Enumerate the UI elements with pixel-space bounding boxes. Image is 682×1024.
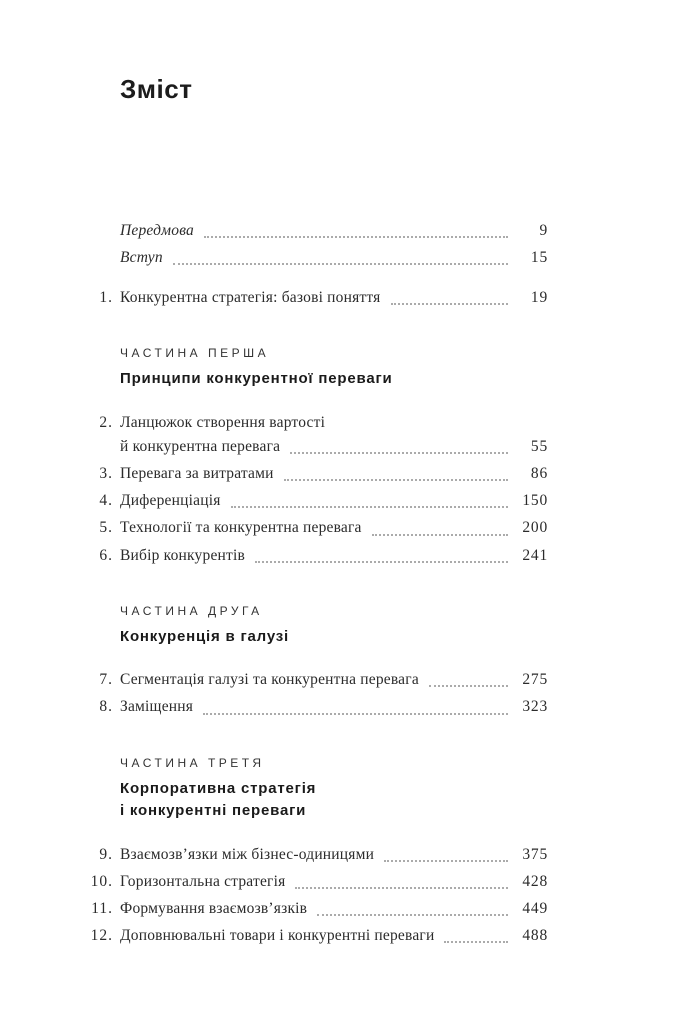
toc-entry-line: [86, 221, 548, 241]
dot-leader: [204, 225, 508, 238]
part-heading: [86, 604, 548, 649]
page-number: 55: [530, 438, 548, 456]
page-number: 428: [522, 872, 548, 890]
dot-leader: [391, 292, 508, 305]
page-number: 449: [522, 899, 548, 917]
entry-title: Взаємозв’язки між бізнес-одиницями: [120, 845, 375, 863]
dot-leader: [444, 930, 508, 943]
page-number: 323: [522, 698, 548, 716]
entry-title: й конкурентна перевага: [120, 438, 281, 456]
dot-leader: [317, 903, 508, 916]
toc-chapter-entry: [86, 464, 548, 484]
toc-entry-line: [86, 546, 548, 566]
toc-entry-line: [86, 437, 548, 457]
dot-leader: [429, 674, 508, 687]
toc-chapter-entry: [86, 546, 548, 566]
chapter-number: 8.: [99, 698, 113, 716]
chapter-number: 7.: [99, 671, 113, 689]
toc-entry-line: [86, 413, 548, 433]
dot-leader: [284, 468, 508, 481]
toc-chapter-entry: [86, 670, 548, 690]
page-number: 200: [522, 519, 548, 537]
entry-title: Вибір конкурентів: [120, 546, 246, 564]
toc-chapter-entry: [86, 926, 548, 946]
dot-leader: [203, 701, 508, 714]
entry-title: Сегментація галузі та конкурентна перевага: [120, 671, 419, 689]
entry-title: Формування взаємозв’язків: [120, 899, 308, 917]
toc-entry-line: [86, 845, 548, 865]
part-kicker: ЧАСТИНА ДРУГА: [120, 603, 263, 618]
entry-title: Диференціація: [120, 492, 221, 510]
part-heading: [86, 346, 548, 391]
part-title-line: Конкуренція в галузі: [120, 627, 289, 645]
entry-title: Конкурентна стратегія: базові поняття: [120, 289, 381, 307]
toc-entry-line: [86, 697, 548, 717]
toc-chapter-entry: [86, 518, 548, 538]
toc-entry-line: [86, 518, 548, 538]
page-number: 488: [522, 926, 548, 944]
toc-entry-line: [86, 926, 548, 946]
page-number: 9: [539, 222, 548, 239]
page-number: 150: [522, 492, 548, 510]
toc-entry-line: [86, 872, 548, 892]
toc-entry-line: [86, 464, 548, 484]
chapter-number: 9.: [99, 845, 113, 863]
entry-title: Доповнювальні товари і конкурентні переваги: [120, 926, 435, 944]
part-kicker: ЧАСТИНА ПЕРША: [120, 346, 270, 361]
chapter-number: 12.: [90, 926, 113, 944]
toc-front-entry: [86, 221, 548, 241]
toc-chapter-entry: [86, 899, 548, 919]
entry-title: Ланцюжок створення вартості: [120, 413, 326, 431]
chapter-number: 5.: [99, 519, 113, 537]
page-title: Зміст: [120, 74, 193, 104]
chapter-number: 6.: [99, 546, 113, 564]
dot-leader: [384, 849, 508, 862]
dot-leader: [295, 876, 508, 889]
page-number: 241: [522, 546, 548, 564]
page-number: 15: [530, 249, 548, 267]
toc-entry-line: [86, 491, 548, 511]
toc-entry-line: [86, 899, 548, 919]
toc-front-entry: [86, 248, 548, 268]
dot-leader: [372, 522, 508, 535]
page-number: 375: [522, 845, 548, 863]
toc-chapter-entry: [86, 872, 548, 892]
chapter-number: 11.: [91, 899, 113, 917]
chapter-number: 4.: [99, 492, 113, 510]
page-number: 275: [522, 671, 548, 689]
entry-title: Горизонтальна стратегія: [120, 872, 286, 890]
chapter-number: 3.: [99, 465, 113, 483]
toc-chapter-entry: [86, 697, 548, 717]
part-title-line: Корпоративна стратегія: [120, 779, 317, 797]
entry-title: Передмова: [120, 222, 194, 239]
toc-entry-line: [86, 670, 548, 690]
page-number: 19: [530, 289, 548, 307]
toc-entry-line: [86, 248, 548, 268]
entry-title: Вступ: [120, 249, 163, 267]
entry-title: Заміщення: [120, 698, 194, 716]
table-of-contents: [86, 221, 548, 946]
dot-leader: [173, 252, 508, 265]
part-title-line: Принципи конкурентної переваги: [120, 370, 393, 388]
part-title-line: і конкурентні переваги: [120, 802, 307, 820]
chapter-number: 10.: [90, 872, 113, 890]
page-number: 86: [530, 465, 548, 483]
entry-title: Перевага за витратами: [120, 465, 274, 483]
chapter-number: 1.: [99, 289, 113, 307]
toc-chapter-entry: [86, 413, 548, 457]
toc-chapter-entry: [86, 491, 548, 511]
part-kicker: ЧАСТИНА ТРЕТЯ: [120, 755, 265, 770]
dot-leader: [231, 495, 508, 508]
toc-chapter-entry: [86, 845, 548, 865]
dot-leader: [255, 550, 508, 563]
chapter-number: 2.: [99, 413, 113, 431]
entry-title: Технології та конкурентна перевага: [120, 519, 362, 537]
toc-chapter-entry: [86, 288, 548, 308]
dot-leader: [290, 441, 508, 454]
part-heading: [86, 756, 548, 823]
toc-entry-line: [86, 288, 548, 308]
